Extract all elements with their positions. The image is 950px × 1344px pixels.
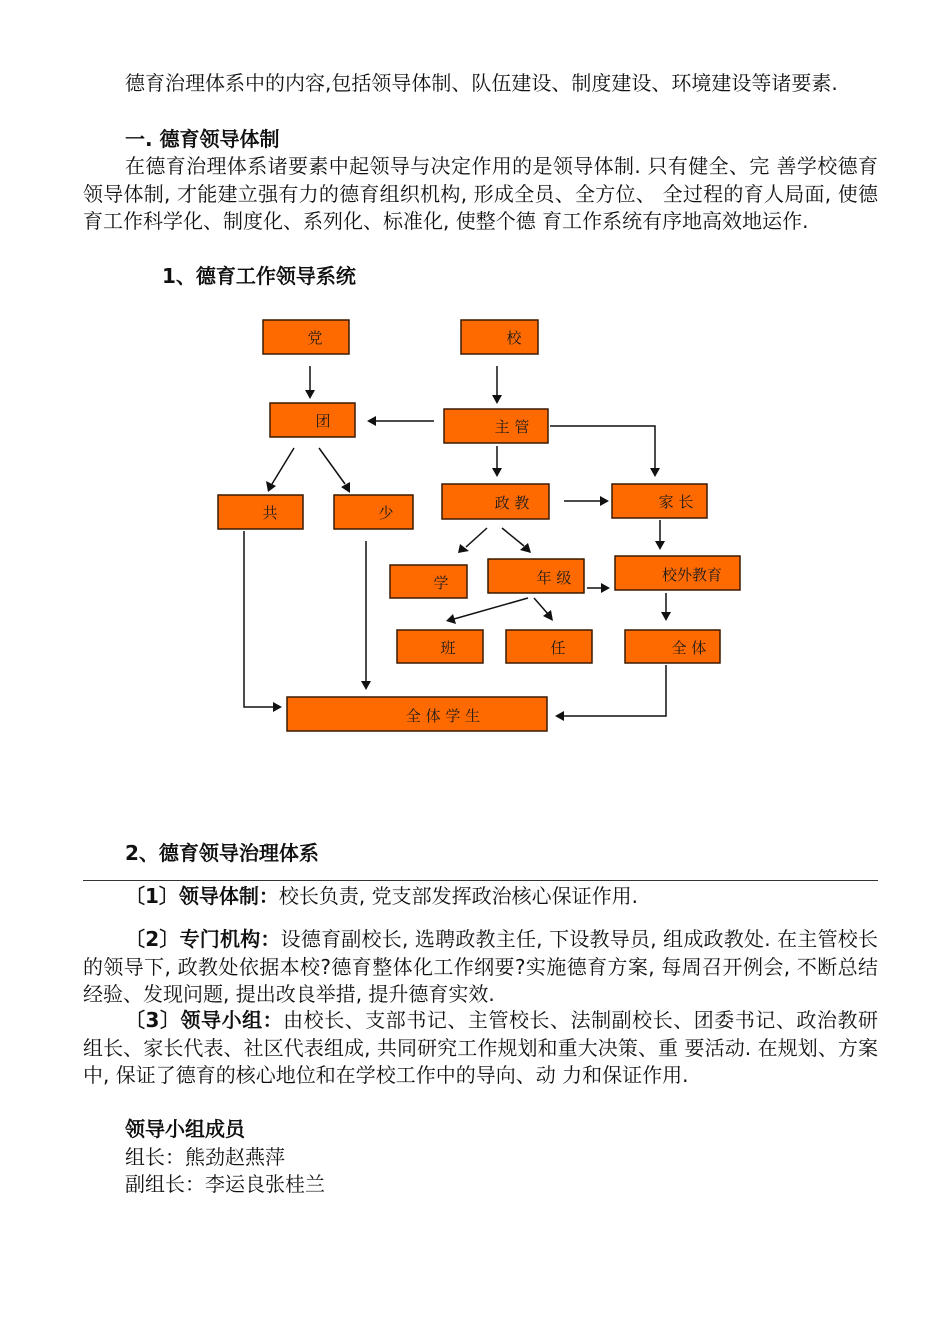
box-dang xyxy=(263,320,349,354)
box-gong-label: 共 xyxy=(262,504,278,522)
item2-paragraph xyxy=(83,926,878,1009)
box-gong xyxy=(218,495,303,529)
item2-text: 设德育副校长, 选聘政教主任, 下设教导员, 组成政教处. 在主管校长的领导下, 政教处依据本校?德育整体化工作纲要?实施德育方案, 每周召开例会, 不断总结经验、发现问题, 提出改良举措, 提升德育实效. xyxy=(83,927,879,1006)
box-jiazhang xyxy=(612,484,707,518)
box-quanti-xuesheng-label: 全 体 学 生 xyxy=(405,707,481,725)
leader-line: 组长：熊劲赵燕萍 xyxy=(125,1145,285,1169)
box-ren-label: 任 xyxy=(550,639,566,657)
item3-label: 〔3〕领导小组： xyxy=(125,1008,284,1032)
box-xiaowai xyxy=(615,556,740,590)
box-xue-label: 学 xyxy=(433,574,449,592)
section1-paragraph: 在德育治理体系诸要素中起领导与决定作用的是领导体制. 只有健全、完 善学校德育领导体制, 才能建立强有力的德育组织机构, 形成全员、全方位、 全过程的育人局面, 使德育工作科学化、制度化、系列化、标准化, 使整个德 育工作系统有序地高效地运作. xyxy=(83,154,878,233)
divider xyxy=(83,880,878,881)
deputy-line: 副组长：李运良张桂兰 xyxy=(125,1172,325,1196)
item1-text: 校长负责, 党支部发挥政治核心保证作用. xyxy=(278,884,638,908)
box-zhuguan-label: 主 管 xyxy=(494,418,530,436)
box-nianji xyxy=(488,559,584,593)
intro-paragraph: 德育治理体系中的内容,包括领导体制、队伍建设、制度建设、环境建设等诸要素. xyxy=(125,71,838,95)
box-ban xyxy=(397,630,483,663)
box-tuan-label: 团 xyxy=(315,412,331,430)
sub2-title: 2、德育领导治理体系 xyxy=(125,841,319,865)
box-xiaowai-label: 校外教育 xyxy=(661,566,723,584)
box-tuan xyxy=(270,403,355,437)
box-dang-label: 党 xyxy=(307,329,323,347)
box-shao xyxy=(334,495,413,529)
item3-text: 由校长、支部书记、主管校长、法制副校长、团委书记、政治教研组长、家长代表、社区代表组成, 共同研究工作规划和重大决策、重 要活动. 在规划、方案中, 保证了德育的核心地位和在学校工作中的导向、动 力和保证作用. xyxy=(83,1008,878,1087)
item3-paragraph xyxy=(83,1007,878,1090)
box-quanti-label: 全 体 xyxy=(671,639,707,657)
box-xiao xyxy=(461,320,538,354)
box-quanti xyxy=(625,630,720,663)
box-ren xyxy=(506,630,592,663)
box-xue xyxy=(390,565,467,598)
box-shao-label: 少 xyxy=(378,504,394,522)
box-zhengjiao-label: 政 教 xyxy=(494,494,530,512)
sub1-title: 1、德育工作领导系统 xyxy=(162,264,356,288)
item1-paragraph xyxy=(83,883,878,911)
box-nianji-label: 年 级 xyxy=(536,569,572,587)
item1-label: 〔1〕领导体制： xyxy=(125,884,279,908)
box-jiazhang-label: 家 长 xyxy=(658,493,694,511)
box-zhuguan xyxy=(444,409,548,443)
item2-label: 〔2〕专门机构： xyxy=(125,927,281,951)
section1-title: 一. 德育领导体制 xyxy=(125,127,280,151)
box-xiao-label: 校 xyxy=(506,329,522,347)
box-zhengjiao xyxy=(442,484,549,519)
members-title: 领导小组成员 xyxy=(125,1117,245,1141)
box-ban-label: 班 xyxy=(440,639,456,657)
box-quanti-xuesheng xyxy=(287,697,547,731)
